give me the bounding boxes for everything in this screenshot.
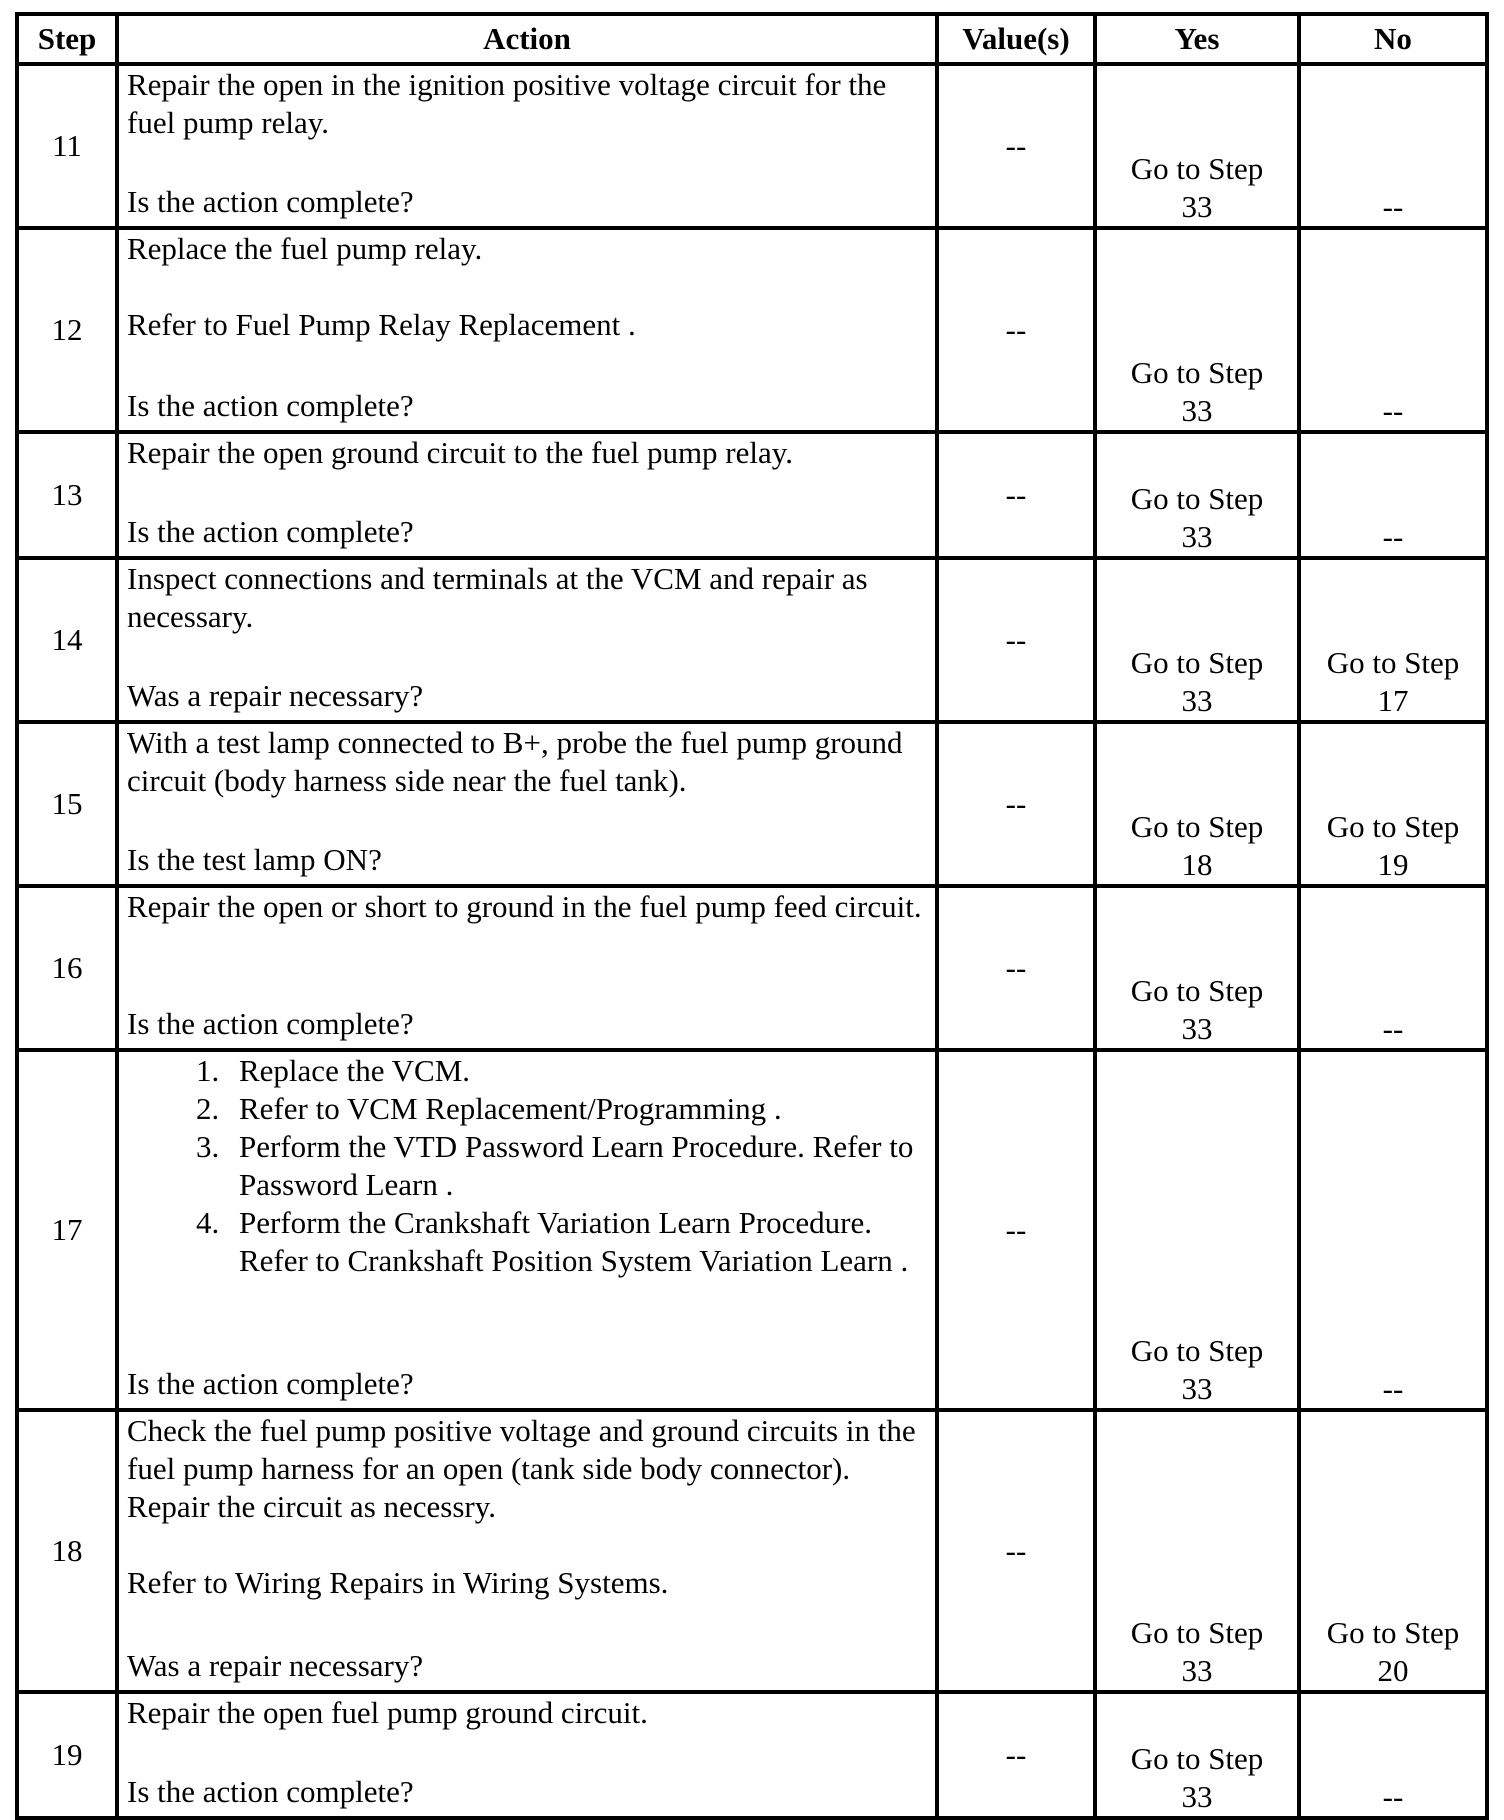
- value-cell: --: [937, 886, 1095, 1050]
- yes-goto-label: Go to Step: [1130, 1741, 1264, 1776]
- yes-step-target: 33: [1181, 393, 1213, 428]
- step-number: 17: [17, 1050, 117, 1410]
- table-row: [17, 64, 1487, 228]
- yes-cell: [1095, 228, 1299, 432]
- header-step: Step: [17, 14, 117, 64]
- action-question: Was a repair necessary?: [127, 678, 424, 713]
- value-cell: --: [937, 1410, 1095, 1692]
- table-row: [17, 722, 1487, 886]
- table-row: [17, 1410, 1487, 1692]
- yes-goto-label: Go to Step: [1130, 1333, 1264, 1368]
- action-cell: [117, 722, 937, 886]
- step-number: 19: [17, 1692, 117, 1818]
- step-number: 14: [17, 558, 117, 722]
- yes-cell: [1095, 432, 1299, 558]
- yes-goto-label: Go to Step: [1130, 645, 1264, 680]
- no-step-target: 19: [1377, 847, 1409, 882]
- no-cell: [1299, 1050, 1487, 1410]
- action-question: Is the action complete?: [127, 1774, 414, 1809]
- step-number: 13: [17, 432, 117, 558]
- yes-cell: [1095, 558, 1299, 722]
- header-row: [17, 14, 1487, 64]
- yes-goto-label: Go to Step: [1130, 151, 1264, 186]
- step-number: 18: [17, 1410, 117, 1692]
- no-step-target: --: [1382, 1371, 1404, 1406]
- action-list-item: 1. Replace the VCM.: [227, 1052, 927, 1090]
- value-cell: --: [937, 1050, 1095, 1410]
- action-paragraph: With a test lamp connected to B+, probe the fuel pump ground circuit (body harness side near the fuel tank).: [127, 725, 903, 798]
- yes-goto-label: Go to Step: [1130, 355, 1264, 390]
- no-step-target: 17: [1377, 683, 1409, 718]
- value-cell: --: [937, 228, 1095, 432]
- action-paragraph: Refer to Fuel Pump Relay Replacement .: [127, 307, 636, 342]
- no-step-target: --: [1382, 1011, 1404, 1046]
- action-question: Was a repair necessary?: [127, 1648, 424, 1683]
- yes-goto-label: Go to Step: [1130, 1615, 1264, 1650]
- action-paragraph: Repair the open ground circuit to the fuel pump relay.: [127, 435, 794, 470]
- no-goto-label: Go to Step: [1326, 1615, 1460, 1650]
- table-row: [17, 558, 1487, 722]
- no-cell: [1299, 64, 1487, 228]
- yes-step-target: 18: [1181, 847, 1213, 882]
- action-question: Is the action complete?: [127, 514, 414, 549]
- action-cell: [117, 558, 937, 722]
- no-step-target: --: [1382, 393, 1404, 428]
- yes-step-target: 33: [1181, 519, 1213, 554]
- header-no: No: [1299, 14, 1487, 64]
- action-cell: [117, 64, 937, 228]
- no-goto-label: Go to Step: [1326, 645, 1460, 680]
- yes-cell: [1095, 1410, 1299, 1692]
- action-step-list: [127, 1052, 927, 1280]
- no-goto-label: Go to Step: [1326, 809, 1460, 844]
- yes-step-target: 33: [1181, 1371, 1213, 1406]
- action-cell: [117, 1692, 937, 1818]
- action-paragraph: Inspect connections and terminals at the VCM and repair as necessary.: [127, 561, 868, 634]
- table-row: [17, 1050, 1487, 1410]
- no-cell: [1299, 558, 1487, 722]
- no-cell: [1299, 886, 1487, 1050]
- yes-step-target: 33: [1181, 1653, 1213, 1688]
- step-number: 16: [17, 886, 117, 1050]
- yes-step-target: 33: [1181, 1011, 1213, 1046]
- yes-cell: [1095, 886, 1299, 1050]
- value-cell: --: [937, 432, 1095, 558]
- action-question: Is the action complete?: [127, 1006, 414, 1041]
- action-question: Is the test lamp ON?: [127, 842, 382, 877]
- action-cell: [117, 228, 937, 432]
- header-yes: Yes: [1095, 14, 1299, 64]
- action-question: Is the action complete?: [127, 1366, 414, 1401]
- no-cell: [1299, 432, 1487, 558]
- action-paragraph: Repair the open in the ignition positive voltage circuit for the fuel pump relay.: [127, 67, 887, 140]
- action-question: Is the action complete?: [127, 184, 414, 219]
- value-cell: --: [937, 722, 1095, 886]
- diagnostic-table: [15, 12, 1489, 1820]
- no-cell: [1299, 228, 1487, 432]
- no-step-target: 20: [1377, 1653, 1409, 1688]
- yes-goto-label: Go to Step: [1130, 809, 1264, 844]
- yes-cell: [1095, 722, 1299, 886]
- table-body: [17, 64, 1487, 1818]
- action-cell: [117, 432, 937, 558]
- action-question: Is the action complete?: [127, 388, 414, 423]
- no-cell: [1299, 1692, 1487, 1818]
- no-cell: [1299, 1410, 1487, 1692]
- action-cell: [117, 1050, 937, 1410]
- yes-step-target: 33: [1181, 683, 1213, 718]
- table-row: [17, 228, 1487, 432]
- value-cell: --: [937, 64, 1095, 228]
- action-paragraph: Refer to Wiring Repairs in Wiring Systems.: [127, 1565, 669, 1600]
- header-values: Value(s): [937, 14, 1095, 64]
- no-step-target: --: [1382, 519, 1404, 554]
- value-cell: --: [937, 558, 1095, 722]
- yes-goto-label: Go to Step: [1130, 973, 1264, 1008]
- no-step-target: --: [1382, 1779, 1404, 1814]
- yes-cell: [1095, 1050, 1299, 1410]
- table-row: [17, 1692, 1487, 1818]
- yes-cell: [1095, 64, 1299, 228]
- header-action: Action: [117, 14, 937, 64]
- step-number: 12: [17, 228, 117, 432]
- yes-step-target: 33: [1181, 1779, 1213, 1814]
- action-paragraph: Replace the fuel pump relay.: [127, 231, 483, 266]
- no-cell: [1299, 722, 1487, 886]
- action-cell: [117, 1410, 937, 1692]
- action-paragraph: Check the fuel pump positive voltage and ground circuits in the fuel pump harness for an open (tank side body connector). Repair the circuit as necessry.: [127, 1413, 916, 1524]
- action-list-item: 2. Refer to VCM Replacement/Programming .: [227, 1090, 927, 1128]
- yes-step-target: 33: [1181, 189, 1213, 224]
- yes-goto-label: Go to Step: [1130, 481, 1264, 516]
- action-paragraph: Repair the open or short to ground in the fuel pump feed circuit.: [127, 889, 922, 924]
- value-cell: --: [937, 1692, 1095, 1818]
- table-row: [17, 886, 1487, 1050]
- yes-cell: [1095, 1692, 1299, 1818]
- no-step-target: --: [1382, 189, 1404, 224]
- action-list-item: 4. Perform the Crankshaft Variation Learn Procedure. Refer to Crankshaft Position System Variation Learn .: [227, 1204, 927, 1280]
- action-list-item: 3. Perform the VTD Password Learn Procedure. Refer to Password Learn .: [227, 1128, 927, 1204]
- table-row: [17, 432, 1487, 558]
- action-paragraph: Repair the open fuel pump ground circuit.: [127, 1695, 648, 1730]
- step-number: 15: [17, 722, 117, 886]
- step-number: 11: [17, 64, 117, 228]
- action-cell: [117, 886, 937, 1050]
